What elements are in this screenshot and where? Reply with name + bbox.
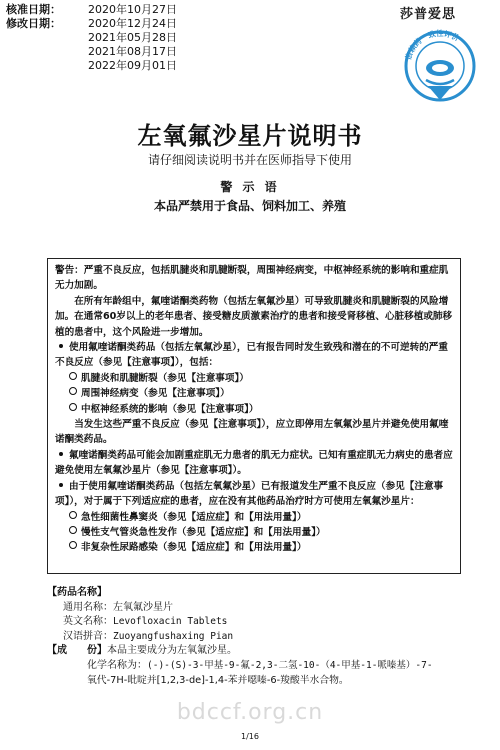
- chemical-name-row: [47, 659, 467, 674]
- brand-name: 莎普爱思: [400, 7, 457, 22]
- drug-name-section-heading: 【药品名称】: [47, 587, 107, 598]
- chemical-name-line-1: (-)-(S)-3-甲基-9-氟-2,3-二氢-10-（4-甲基-1-哌嗪基）-7-: [147, 659, 433, 671]
- consistency-evaluation-logo-icon: [398, 24, 482, 108]
- document-title: 左氧氟沙星片说明书: [137, 122, 363, 150]
- warning-paragraph-1: 警告：严重不良反应，包括肌腱炎和肌腱断裂，周围神经病变，中枢神经系统的影响和重症肌无力加剧。: [55, 265, 449, 292]
- composition-label: 【成 份】: [47, 645, 107, 657]
- dates-block: [6, 3, 177, 73]
- circle-bullet-icon: [69, 403, 77, 411]
- circle-bullet-icon: [69, 526, 77, 534]
- generic-name-value: 左氧氟沙星片: [113, 601, 173, 613]
- chemical-name-label: 化学名称为：: [87, 659, 147, 671]
- watermark: bdccf.org.cn: [176, 700, 324, 725]
- list-item: 中枢神经系统的影响（参见【注意事项】）: [55, 402, 454, 417]
- circle-bullet-icon: [69, 372, 77, 380]
- circle-bullet-icon: [69, 541, 77, 549]
- pinyin-row: [47, 630, 467, 645]
- logo-text: 信赖药一致性评价: [403, 28, 461, 61]
- circle-bullet-icon: [69, 387, 77, 395]
- list-item: 急性细菌性鼻窦炎（参见【适应症】和【用法用量】）: [55, 510, 454, 525]
- warning-paragraph-4: 当发生这些严重不良反应（参见【注意事项】），应立即停用左氧氟沙星片并避免使用氟喹诺酮类药品。: [55, 419, 449, 446]
- drug-info-section: [47, 586, 467, 688]
- circle-bullet-icon: [69, 511, 77, 519]
- english-name-label: 英文名称：: [63, 616, 113, 628]
- list-item: 非复杂性尿路感染（参见【适应症】和【用法用量】）: [55, 540, 454, 555]
- chemical-name-line-2: 氧代-7H-吡啶并[1,2,3-de]-1,4-苯并噁嗪-6-羧酸半水合物。: [87, 674, 349, 686]
- warning-text: 本品严禁用于食品、饲料加工、养殖: [153, 199, 346, 213]
- warning-paragraph-3: 使用氟喹诺酮类药品（包括左氧氟沙星），已有报告同时发生致残和潜在的不可逆转的严重不良反应（参见【注意事项】），包括：: [55, 342, 448, 369]
- bullet-icon: [59, 344, 63, 348]
- page-number: 1/16: [241, 732, 259, 741]
- revision-date-2: 2021年05月28日: [88, 31, 177, 44]
- list-item: 周围神经病变（参见【注意事项】）: [55, 386, 454, 401]
- english-name-row: [47, 615, 467, 630]
- warning-paragraph-2: 在所有年龄组中，氟喹诺酮类药物（包括左氧氟沙星）可导致肌腱炎和肌腱断裂的风险增加。在通常60岁以上的老年患者、接受糖皮质激素治疗的患者和接受肾移植、心脏移植或肺移植的患者中，这个风险进一步增加。: [55, 295, 453, 338]
- boxed-warning: [47, 258, 461, 574]
- generic-name-label: 通用名称：: [63, 601, 113, 613]
- document-subtitle: 请仔细阅读说明书并在医师指导下使用: [147, 153, 352, 167]
- list-item: 肌腱炎和肌腱断裂（参见【注意事项】）: [55, 371, 454, 386]
- pinyin-label: 汉语拼音：: [63, 630, 113, 642]
- warning-paragraph-6: 由于使用氟喹诺酮类药品（包括左氧氟沙星）已有报道发生严重不良反应（参见【注意事项】），对于属于下列适应症的患者，应在没有其他药品治疗时方可使用左氧氟沙星片：: [55, 480, 444, 508]
- approval-date-value: 2020年10月27日: [88, 3, 177, 16]
- bullet-icon: [59, 452, 63, 456]
- warning-heading: 警 示 语: [220, 180, 280, 194]
- bullet-icon: [59, 483, 63, 487]
- revision-date-3: 2021年08月17日: [88, 45, 177, 58]
- revision-date-label: 修改日期：: [6, 17, 61, 30]
- revision-date-4: 2022年09月01日: [88, 59, 177, 72]
- english-name-value: Levofloxacin Tablets: [113, 616, 228, 628]
- approval-date-label: 核准日期：: [6, 3, 61, 16]
- revision-date-1: 2020年12月24日: [88, 17, 177, 30]
- composition-row: [47, 644, 467, 659]
- list-item: 慢性支气管炎急性发作（参见【适应症】和【用法用量】）: [55, 525, 454, 540]
- composition-value: 本品主要成分为左氧氟沙星。: [107, 645, 237, 657]
- warning-paragraph-5: 氟喹诺酮类药品可能会加剧重症肌无力患者的肌无力症状。已知有重症肌无力病史的患者应避免使用左氧氟沙星片（参见【注意事项】）。: [55, 449, 453, 477]
- pinyin-value: Zuoyangfushaxing Pian: [113, 630, 234, 642]
- generic-name-row: [47, 601, 467, 616]
